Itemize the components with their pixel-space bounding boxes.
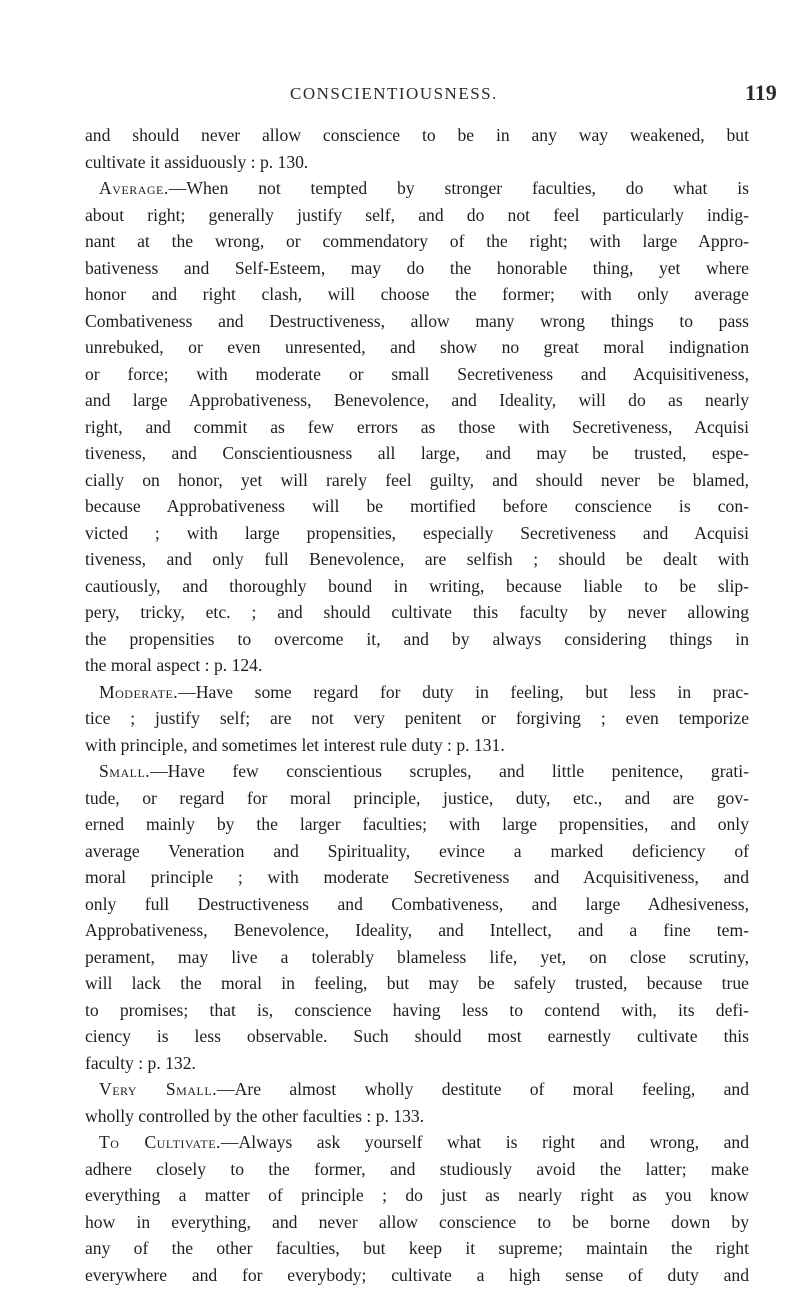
text-line: victed ; with large propensities, especially Secretiveness and Acquisi bbox=[85, 522, 749, 543]
text-line: tice ; justify self; are not very penitent or forgiving ; even temporize bbox=[85, 708, 749, 728]
text-line: and should never allow conscience to be in any way weakened, but bbox=[85, 125, 749, 145]
text-line: or force; with moderate or small Secretiveness and Acquisitiveness, bbox=[85, 363, 749, 384]
text-line: nant at the wrong, or commendatory of the right; with large Appro- bbox=[85, 231, 749, 251]
text-line: because Approbativeness will be mortified before conscience is con- bbox=[85, 496, 749, 516]
section-lead-small: Small. bbox=[99, 761, 151, 781]
text-line-content: —Have few conscientious scruples, and little penitence, grati- bbox=[150, 761, 749, 781]
paragraph-very-small bbox=[85, 1076, 749, 1129]
text-line: pery, tricky, etc. ; and should cultivate this faculty by never allowing bbox=[85, 602, 749, 622]
text-line: Approbativeness, Benevolence, Ideality, and Intellect, and a fine tem- bbox=[85, 920, 749, 940]
text-line: cautiously, and thoroughly bound in writing, because liable to be slip- bbox=[85, 575, 749, 596]
text-line: unrebuked, or even unresented, and show no great moral indignation bbox=[85, 337, 749, 357]
text-line: tiveness, and Conscientiousness all large, and may be trusted, espe- bbox=[85, 443, 749, 463]
text-line bbox=[85, 758, 749, 785]
text-line: will lack the moral in feeling, but may be safely trusted, because true bbox=[85, 973, 749, 993]
section-lead-very-small: Very Small. bbox=[99, 1079, 218, 1099]
text-line: tude, or regard for moral principle, justice, duty, etc., and are gov- bbox=[85, 787, 749, 808]
text-line: perament, may live a tolerably blameless life, yet, on close scrutiny, bbox=[85, 946, 749, 967]
text-line: cultivate it assiduously : p. 130. bbox=[85, 151, 309, 172]
body-text bbox=[85, 122, 749, 1288]
paragraph-continuation bbox=[85, 122, 749, 175]
text-line: honor and right clash, will choose the former; with only average bbox=[85, 284, 749, 304]
text-line bbox=[85, 1076, 749, 1103]
text-line: bativeness and Self-Esteem, may do the honorable thing, yet where bbox=[85, 257, 749, 278]
text-line: everything a matter of principle ; do just as nearly right as you know bbox=[85, 1185, 749, 1205]
text-line-content: —Always ask yourself what is right and wrong, and bbox=[220, 1132, 749, 1152]
paragraph-small bbox=[85, 758, 749, 1076]
text-line: Combativeness and Destructiveness, allow many wrong things to pass bbox=[85, 310, 749, 331]
text-line: moral principle ; with moderate Secretiveness and Acquisitiveness, and bbox=[85, 867, 749, 887]
text-line: the moral aspect : p. 124. bbox=[85, 655, 263, 675]
section-lead-to-cultivate: To Cultivate. bbox=[99, 1132, 221, 1152]
text-line: to promises; that is, conscience having less to contend with, its defi- bbox=[85, 999, 749, 1020]
paragraph-to-cultivate bbox=[85, 1129, 749, 1288]
section-lead-moderate: Moderate. bbox=[99, 681, 179, 702]
text-line: any of the other faculties, but keep it supreme; maintain the right bbox=[85, 1238, 749, 1258]
text-line-content: —Have some regard for duty in feeling, but less in prac- bbox=[178, 681, 749, 702]
text-line: tiveness, and only full Benevolence, are selfish ; should be dealt with bbox=[85, 549, 749, 569]
page-number: 119 bbox=[745, 80, 777, 105]
text-line: with principle, and sometimes let interest rule duty : p. 131. bbox=[85, 734, 505, 755]
text-line: faculty : p. 132. bbox=[85, 1052, 196, 1073]
text-line bbox=[85, 679, 749, 706]
text-line: and large Approbativeness, Benevolence, and Ideality, will do as nearly bbox=[85, 390, 749, 410]
text-line: wholly controlled by the other faculties : p. 133. bbox=[85, 1105, 425, 1126]
text-line: average Veneration and Spirituality, evince a marked deficiency of bbox=[85, 840, 749, 861]
text-line: right, and commit as few errors as those with Secretiveness, Acquisi bbox=[85, 416, 749, 437]
text-line: about right; generally justify self, and do not feel particularly indig- bbox=[85, 204, 749, 225]
text-line: how in everything, and never allow conscience to be borne down by bbox=[85, 1211, 749, 1232]
paragraph-average bbox=[85, 175, 749, 679]
text-line: only full Destructiveness and Combativeness, and large Adhesiveness, bbox=[85, 893, 749, 914]
text-line: ciency is less observable. Such should most earnestly cultivate this bbox=[85, 1026, 749, 1046]
text-line: everywhere and for everybody; cultivate a high sense of duty and bbox=[85, 1264, 749, 1285]
text-line: adhere closely to the former, and studiously avoid the latter; make bbox=[85, 1158, 749, 1179]
text-line: cially on honor, yet will rarely feel guilty, and should never be blamed, bbox=[85, 469, 749, 490]
text-line: the propensities to overcome it, and by always considering things in bbox=[85, 628, 749, 649]
text-line: erned mainly by the larger faculties; with large propensities, and only bbox=[85, 814, 749, 834]
paragraph-moderate bbox=[85, 679, 749, 759]
text-line bbox=[85, 175, 749, 202]
section-lead-average: Average. bbox=[99, 178, 169, 198]
running-head: CONSCIENTIOUSNESS. bbox=[290, 84, 498, 103]
text-line-content: —Are almost wholly destitute of moral feeling, and bbox=[217, 1079, 749, 1099]
text-line bbox=[85, 1129, 749, 1156]
text-line-content: —When not tempted by stronger faculties, do what is bbox=[168, 178, 749, 198]
